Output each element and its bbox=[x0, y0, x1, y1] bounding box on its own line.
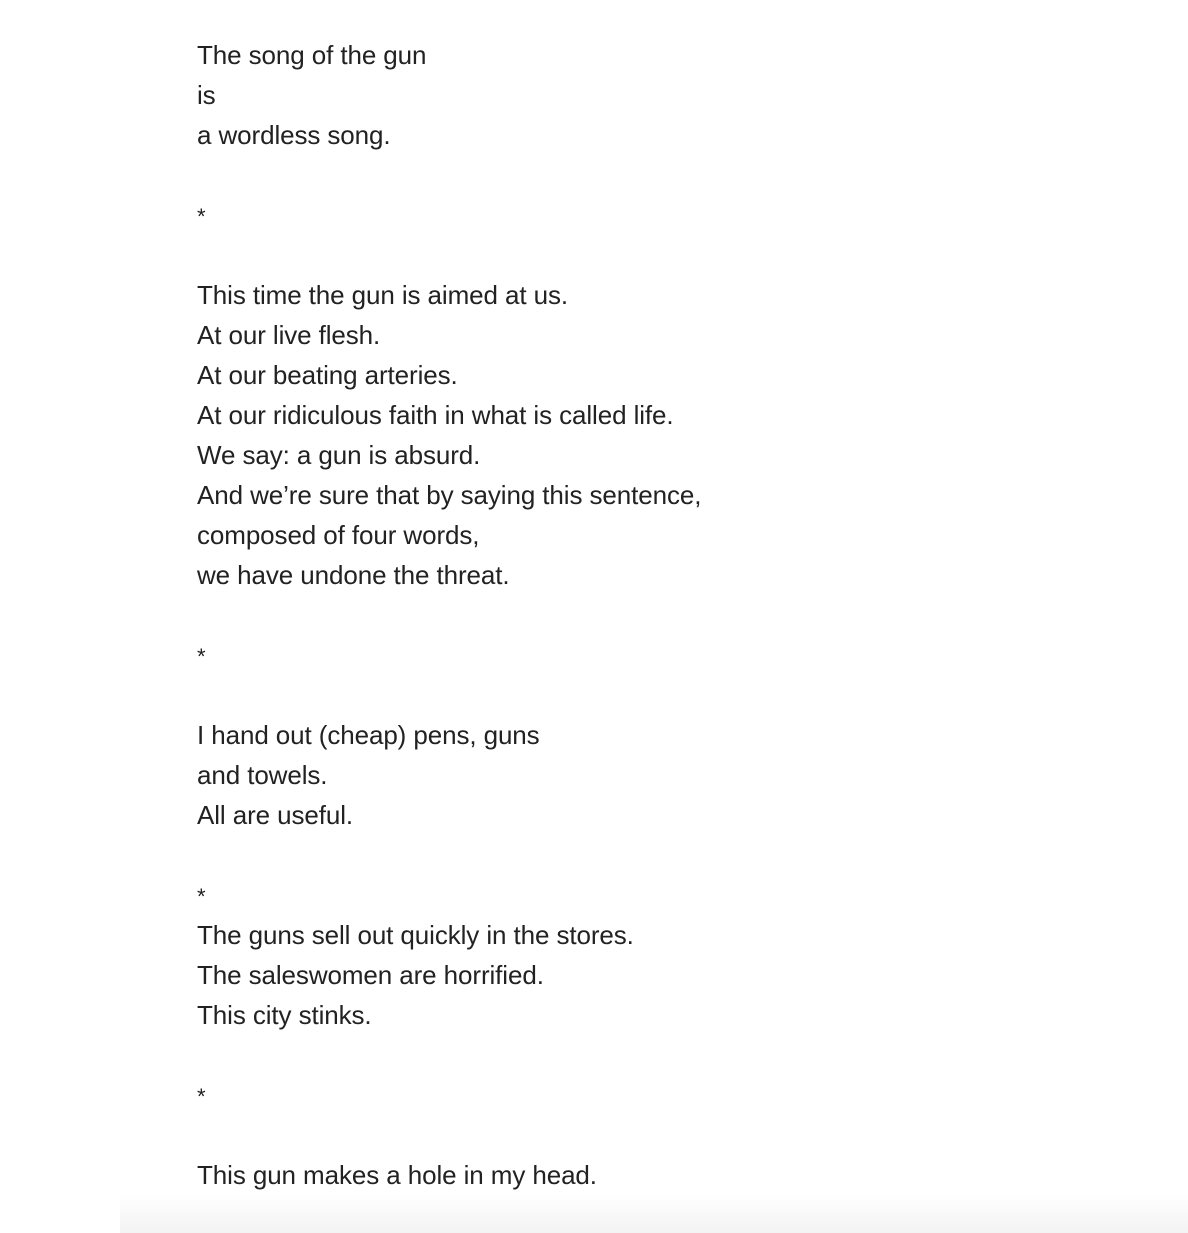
stanza-gap bbox=[197, 155, 1097, 195]
poem-line: This time the gun is aimed at us. bbox=[197, 280, 568, 310]
bottom-edge-shadow bbox=[120, 1193, 1188, 1233]
poem-line: composed of four words, bbox=[197, 520, 480, 550]
section-separator: * bbox=[197, 1084, 206, 1109]
poem-line: a wordless song. bbox=[197, 120, 391, 150]
poem-line: is bbox=[197, 80, 216, 110]
stanza-gap bbox=[197, 675, 1097, 715]
poem-line: and towels. bbox=[197, 760, 328, 790]
poem-line: This city stinks. bbox=[197, 1000, 372, 1030]
stanza-1 bbox=[197, 35, 1097, 155]
poem-line: All are useful. bbox=[197, 800, 354, 830]
stanza-3 bbox=[197, 715, 1097, 835]
stanza-5 bbox=[197, 1155, 1097, 1195]
section-separator: * bbox=[197, 644, 206, 669]
poem-line: And we’re sure that by saying this sentence, bbox=[197, 480, 702, 510]
stanza-2 bbox=[197, 275, 1097, 595]
poem-line: I hand out (cheap) pens, guns bbox=[197, 720, 540, 750]
poem-line: We say: a gun is absurd. bbox=[197, 440, 481, 470]
poem-line: we have undone the threat. bbox=[197, 560, 510, 590]
stanza-gap bbox=[197, 235, 1097, 275]
section-separator: * bbox=[197, 204, 206, 229]
poem-line: The song of the gun bbox=[197, 40, 427, 70]
poem-body bbox=[197, 35, 1097, 1195]
section-separator: * bbox=[197, 884, 206, 909]
stanza-gap bbox=[197, 835, 1097, 875]
poem-line: At our ridiculous faith in what is called life. bbox=[197, 400, 674, 430]
stanza-gap bbox=[197, 1115, 1097, 1155]
stanza-4 bbox=[197, 915, 1097, 1035]
poem-line: The saleswomen are horrified. bbox=[197, 960, 544, 990]
poem-line: This gun makes a hole in my head. bbox=[197, 1160, 597, 1190]
stanza-gap bbox=[197, 1035, 1097, 1075]
poem-line: The guns sell out quickly in the stores. bbox=[197, 920, 634, 950]
poem-line: At our beating arteries. bbox=[197, 360, 458, 390]
poem-line: At our live flesh. bbox=[197, 320, 381, 350]
stanza-gap bbox=[197, 595, 1097, 635]
